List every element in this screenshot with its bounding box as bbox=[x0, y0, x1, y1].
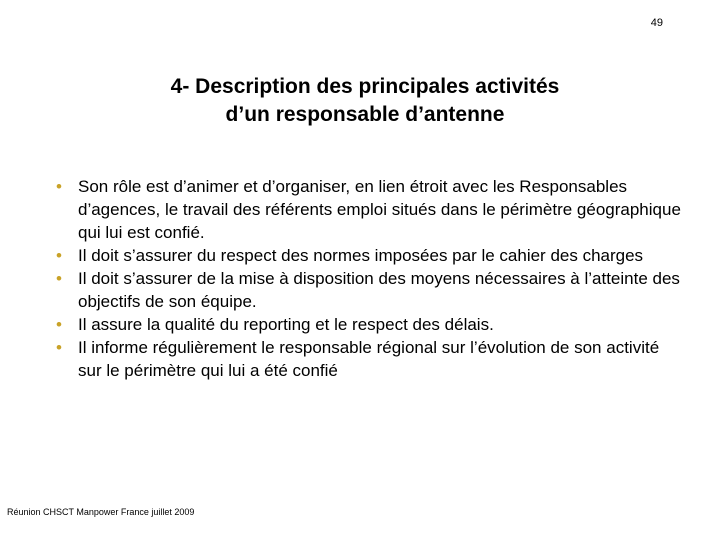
bullet-item bbox=[56, 313, 684, 336]
bullet-item bbox=[56, 336, 684, 382]
title-line-1: 4- Description des principales activités bbox=[170, 75, 560, 98]
bullet-text: Il doit s’assurer de la mise à disposition des moyens nécessaires à l’atteinte des objectifs de son équipe. bbox=[78, 269, 680, 311]
footer-text: Réunion CHSCT Manpower France juillet 2009 bbox=[7, 507, 195, 517]
bullet-icon: • bbox=[56, 269, 62, 288]
bullet-icon: • bbox=[56, 338, 62, 357]
slide-title bbox=[60, 73, 670, 129]
title-line-2: d’un responsable d’antenne bbox=[225, 103, 505, 126]
page-number: 49 bbox=[650, 17, 663, 29]
bullet-icon: • bbox=[56, 246, 62, 265]
bullet-item bbox=[56, 175, 684, 244]
bullet-text: Il assure la qualité du reporting et le respect des délais. bbox=[78, 315, 494, 334]
bullet-text: Il informe régulièrement le responsable régional sur l’évolution de son activité sur le périmètre qui lui a été confié bbox=[78, 338, 660, 380]
bullet-icon: • bbox=[56, 315, 62, 334]
bullet-text: Son rôle est d’animer et d’organiser, en lien étroit avec les Responsables d’agences, le travail des référents emploi situés dans le périmètre géographique qui lui est confié. bbox=[78, 177, 681, 242]
bullet-item bbox=[56, 244, 684, 267]
bullet-text: Il doit s’assurer du respect des normes imposées par le cahier des charges bbox=[78, 246, 644, 265]
bullet-list bbox=[56, 175, 684, 382]
bullet-icon: • bbox=[56, 177, 62, 196]
bullet-item bbox=[56, 267, 684, 313]
